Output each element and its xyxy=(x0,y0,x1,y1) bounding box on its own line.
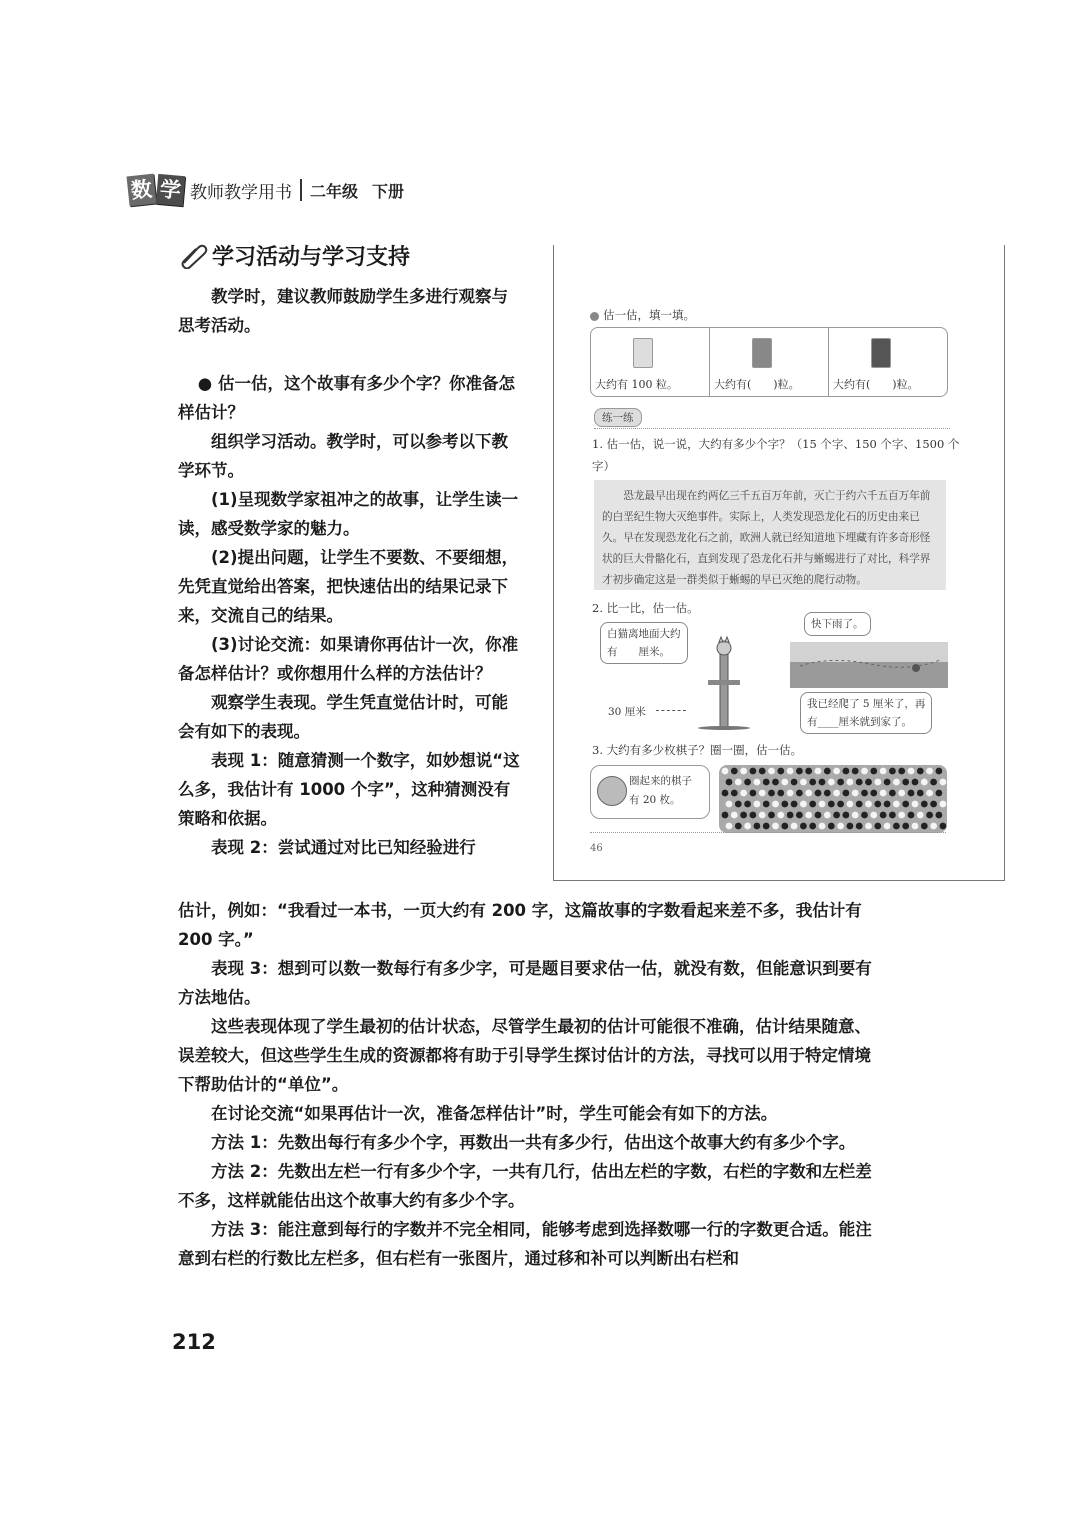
paperclip-icon xyxy=(178,243,208,269)
chess-piece-dot xyxy=(722,812,729,819)
chess-piece-dot xyxy=(930,823,937,830)
cup-label: 大约有( )粒。 xyxy=(833,378,919,391)
paragraph: (3)讨论交流：如果请你再估计一次，你准备怎样估计？或你想用什么样的方法估计？ xyxy=(178,635,519,683)
chess-piece-dot xyxy=(870,812,877,819)
chess-piece-dot xyxy=(809,801,816,808)
chess-piece-dot xyxy=(884,823,891,830)
child-avatar xyxy=(597,776,627,806)
cat-speech-bubble xyxy=(600,622,688,664)
cup-label: 大约有 100 粒。 xyxy=(595,378,678,391)
cups-row xyxy=(590,327,948,397)
chess-piece-dot xyxy=(837,801,844,808)
chess-piece-dot xyxy=(759,768,766,775)
chess-piece-dot xyxy=(926,790,933,797)
chess-piece-dot xyxy=(740,768,747,775)
question-1: 1. 估一估，说一说，大约有多少个字？（15 个字、150 个字、1500 个字） xyxy=(592,437,960,473)
chess-piece-dot xyxy=(926,768,933,775)
chess-piece-dot xyxy=(759,812,766,819)
chess-piece-dot xyxy=(912,801,919,808)
chess-piece-dot xyxy=(735,823,742,830)
chess-piece-dot xyxy=(796,768,803,775)
chess-piece-dot xyxy=(861,790,868,797)
chess-piece-dot xyxy=(843,812,850,819)
paragraph: 表现 1：随意猜测一个数字，如妙想说“这么多，我估计有 1000 个字”，这种猜测没有策略和依据。 xyxy=(178,751,520,828)
chess-piece-dot xyxy=(898,768,905,775)
question-paragraph: ● 估一估，这个故事有多少个字？你准备怎样估计？ xyxy=(178,374,515,422)
chess-piece-dot xyxy=(865,823,872,830)
chess-piece-dot xyxy=(847,801,854,808)
chess-piece-dot xyxy=(744,801,751,808)
chess-piece-dot xyxy=(847,779,854,786)
chess-piece-dot xyxy=(750,768,757,775)
chess-piece-dot xyxy=(731,812,738,819)
practice-divider xyxy=(594,408,950,429)
chess-piece-dot xyxy=(917,812,924,819)
chess-piece-dot xyxy=(735,779,742,786)
chess-piece-dot xyxy=(787,768,794,775)
chess-piece-dot xyxy=(805,790,812,797)
chess-piece-dot xyxy=(917,768,924,775)
chess-piece-dot xyxy=(908,812,915,819)
cup-cell xyxy=(710,328,829,396)
paragraph: 方法 1：先数出每行有多少个字，再数出一共有多少行，估出这个故事大约有多少个字。 xyxy=(211,1133,856,1152)
chess-piece-dot xyxy=(777,768,784,775)
chess-piece-dot xyxy=(889,790,896,797)
chess-piece-dot xyxy=(833,790,840,797)
chess-piece-dot xyxy=(744,823,751,830)
chess-piece-dot xyxy=(874,779,881,786)
chess-piece-dot xyxy=(940,801,947,808)
page-number: 212 xyxy=(172,1330,216,1354)
paragraph: 方法 3：能注意到每行的字数并不完全相同，能够考虑到选择数哪一行的字数更合适。能注意到右栏的行数比左栏多，但右栏有一张图片，通过移和补可以判断出右栏和 xyxy=(178,1220,872,1268)
chess-piece-dot xyxy=(847,823,854,830)
chess-piece-dot xyxy=(908,790,915,797)
chess-piece-dot xyxy=(833,768,840,775)
chess-piece-dot xyxy=(768,768,775,775)
chess-piece-dot xyxy=(800,801,807,808)
chess-piece-dot xyxy=(912,823,919,830)
chess-piece-dot xyxy=(898,812,905,819)
full-width-text xyxy=(178,896,886,1273)
inset-heading xyxy=(590,307,695,323)
kid-speech-box xyxy=(590,765,710,819)
chess-piece-dot xyxy=(726,801,733,808)
chess-piece-dot xyxy=(902,801,909,808)
chess-piece-dot xyxy=(740,790,747,797)
chess-piece-dot xyxy=(893,823,900,830)
chess-piece-dot xyxy=(852,812,859,819)
chess-piece-dot xyxy=(796,790,803,797)
chess-piece-dot xyxy=(884,801,891,808)
chess-piece-dot xyxy=(852,790,859,797)
chess-piece-dot xyxy=(893,801,900,808)
chess-piece-dot xyxy=(880,812,887,819)
chess-piece-dot xyxy=(874,823,881,830)
chess-piece-dot xyxy=(936,812,943,819)
chess-piece-dot xyxy=(865,801,872,808)
rain-speech-bubble: 快下雨了。 xyxy=(804,612,871,636)
jar-icon xyxy=(752,338,772,368)
paragraph: (2)提出问题，让学生不要数、不要细想，先凭直觉给出答案，把快速估出的结果记录下来，交流自己的结果。 xyxy=(178,548,519,625)
chess-piece-dot xyxy=(805,768,812,775)
book-title: 教师教学用书 xyxy=(190,182,292,203)
chess-piece-dot xyxy=(722,768,729,775)
chess-piece-dot xyxy=(726,823,733,830)
chess-piece-dot xyxy=(722,790,729,797)
jar-icon xyxy=(633,338,653,368)
chess-piece-dot xyxy=(731,768,738,775)
chess-piece-dot xyxy=(902,779,909,786)
chess-piece-dot xyxy=(735,801,742,808)
chess-piece-dot xyxy=(824,790,831,797)
chess-piece-dot xyxy=(772,823,779,830)
chess-piece-dot xyxy=(796,812,803,819)
inset-heading-text: 估一估，填一填。 xyxy=(603,308,695,322)
jar-icon xyxy=(871,338,891,368)
chess-piece-dot xyxy=(787,790,794,797)
chess-piece-dot xyxy=(902,823,909,830)
chess-piece-dot xyxy=(781,823,788,830)
chess-piece-dot xyxy=(750,790,757,797)
chess-piece-dot xyxy=(870,768,877,775)
chess-piece-dot xyxy=(856,779,863,786)
question-2: 2. 比一比，估一估。 xyxy=(592,601,699,615)
height-label: 30 厘米 xyxy=(608,706,646,718)
paragraph: 估计，例如：“我看过一本书，一页大约有 200 字，这篇故事的字数看起来差不多，我估计有 200 字。” xyxy=(178,901,862,949)
running-header xyxy=(128,172,404,208)
chess-piece-dot xyxy=(856,801,863,808)
chess-piece-dot xyxy=(754,823,761,830)
paragraph: 表现 3：想到可以数一数每行有多少字，可是题目要求估一估，就没有数，但能意识到要有方法地估。 xyxy=(178,959,872,1007)
kid-line: 圈起来的棋子 xyxy=(629,775,692,787)
chess-piece-dot xyxy=(772,801,779,808)
logo-char: 数 xyxy=(127,174,157,207)
chess-piece-dot xyxy=(930,779,937,786)
chess-piece-dot xyxy=(861,812,868,819)
chess-piece-dot xyxy=(828,801,835,808)
chess-piece-dot xyxy=(819,779,826,786)
chess-piece-dot xyxy=(768,812,775,819)
chess-piece-dot xyxy=(921,779,928,786)
chess-piece-dot xyxy=(865,779,872,786)
chess-piece-dot xyxy=(898,790,905,797)
bullet-icon xyxy=(590,312,599,321)
chess-piece-dot xyxy=(815,812,822,819)
chess-piece-dot xyxy=(884,779,891,786)
chess-piece-dot xyxy=(791,801,798,808)
chess-piece-dot xyxy=(893,779,900,786)
paragraph: 在讨论交流“如果再估计一次，准备怎样估计”时，学生可能会有如下的方法。 xyxy=(211,1104,778,1123)
chess-piece-dot xyxy=(763,779,770,786)
chess-piece-dot xyxy=(921,801,928,808)
chess-piece-dot xyxy=(731,790,738,797)
chess-piece-dot xyxy=(824,812,831,819)
chess-piece-dot xyxy=(870,790,877,797)
chess-piece-dot xyxy=(777,790,784,797)
paragraph: 观察学生表现。学生凭直觉估计时，可能会有如下的表现。 xyxy=(178,693,508,741)
question-3: 3. 大约有多少枚棋子？圈一圈，估一估。 xyxy=(592,743,803,757)
paragraph: 方法 2：先数出左栏一行有多少个字，一共有几行，估出左栏的字数，右栏的字数和左栏差不多，这样就能估出这个故事大约有多少个字。 xyxy=(178,1162,872,1210)
chess-piece-dot xyxy=(930,801,937,808)
chess-piece-dot xyxy=(800,823,807,830)
chess-piece-dot xyxy=(726,779,733,786)
header-divider xyxy=(300,179,302,201)
chess-piece-dot xyxy=(750,812,757,819)
inset-page-number: 46 xyxy=(590,843,603,854)
chess-piece-dot xyxy=(754,801,761,808)
chess-piece-dot xyxy=(781,779,788,786)
bubble-line: 有 厘米。 xyxy=(607,646,670,658)
chess-piece-dot xyxy=(936,790,943,797)
chess-piece-dot xyxy=(763,823,770,830)
paragraph: 教学时，建议教师鼓励学生多进行观察与思考活动。 xyxy=(178,287,508,335)
chess-piece-dot xyxy=(800,779,807,786)
chess-piece-dot xyxy=(926,812,933,819)
chess-piece-dot xyxy=(843,768,850,775)
chess-piece-dot xyxy=(874,801,881,808)
chess-piece-dot xyxy=(772,779,779,786)
cup-cell xyxy=(591,328,710,396)
chess-piece-dot xyxy=(837,779,844,786)
bubble-line: 我已经爬了 5 厘米了，再 xyxy=(807,698,926,710)
chess-piece-dot xyxy=(843,790,850,797)
chess-piece-dot xyxy=(791,823,798,830)
chess-piece-dot xyxy=(744,779,751,786)
chess-piece-dot xyxy=(815,768,822,775)
left-column xyxy=(178,282,523,862)
chess-piece-dot xyxy=(740,812,747,819)
paragraph: 这些表现体现了学生最初的估计状态，尽管学生最初的估计可能很不准确，估计结果随意、误差较大，但这些学生生成的资源都将有助于引导学生探讨估计的方法，寻找可以用于特定情境下帮助估计的“单位”。 xyxy=(178,1017,871,1094)
chess-piece-dot xyxy=(889,768,896,775)
paragraph: (1)呈现数学家祖冲之的故事，让学生读一读，感受数学家的魅力。 xyxy=(178,490,519,538)
chess-piece-dot xyxy=(809,823,816,830)
chess-piece-dot xyxy=(759,790,766,797)
paragraph: 表现 2：尝试通过对比已知经验进行 xyxy=(211,838,476,857)
book-logo xyxy=(128,175,184,205)
paragraph: 组织学习活动。教学时，可以参考以下教学环节。 xyxy=(178,432,508,480)
cup-cell xyxy=(829,328,947,396)
chess-piece-dot xyxy=(781,801,788,808)
chess-piece-dot xyxy=(819,823,826,830)
chess-piece-dot xyxy=(763,801,770,808)
chess-piece-dot xyxy=(921,823,928,830)
chess-piece-dot xyxy=(889,812,896,819)
chess-pieces-graphic xyxy=(719,765,947,833)
section-title xyxy=(178,240,410,271)
chess-piece-dot xyxy=(940,823,947,830)
chess-piece-dot xyxy=(754,779,761,786)
chess-piece-dot xyxy=(936,768,943,775)
chess-piece-dot xyxy=(880,768,887,775)
chess-piece-dot xyxy=(828,779,835,786)
chess-piece-dot xyxy=(861,768,868,775)
chess-piece-dot xyxy=(828,823,835,830)
chess-piece-dot xyxy=(940,779,947,786)
chess-piece-dot xyxy=(809,779,816,786)
measure-line xyxy=(656,710,686,711)
volume: 下册 xyxy=(372,181,405,201)
chess-piece-dot xyxy=(837,823,844,830)
chess-piece-dot xyxy=(908,768,915,775)
pole-with-cat-icon xyxy=(694,634,754,730)
bubble-line: 有____厘米就到家了。 xyxy=(807,716,912,728)
cup-label: 大约有( )粒。 xyxy=(714,378,800,391)
kid-speech xyxy=(629,772,692,810)
chess-piece-dot xyxy=(805,812,812,819)
chess-piece-dot xyxy=(856,823,863,830)
chess-piece-dot xyxy=(833,812,840,819)
chess-piece-dot xyxy=(852,768,859,775)
chess-piece-dot xyxy=(819,801,826,808)
chess-piece-dot xyxy=(815,790,822,797)
chess-piece-dot xyxy=(787,812,794,819)
chess-piece-dot xyxy=(824,768,831,775)
chess-piece-dot xyxy=(777,812,784,819)
chess-piece-dot xyxy=(880,790,887,797)
chess-piece-dot xyxy=(912,779,919,786)
chess-pieces-field xyxy=(719,765,947,833)
compare-scene xyxy=(594,620,949,730)
inset-footer-line xyxy=(590,832,946,833)
story-box xyxy=(594,480,946,590)
chess-piece-dot xyxy=(768,790,775,797)
bubble-line: 白猫离地面大约 xyxy=(607,628,681,640)
grade: 二年级 xyxy=(310,181,359,201)
section-title-text: 学习活动与学习支持 xyxy=(212,245,411,270)
practice-tag: 练一练 xyxy=(594,408,642,427)
grass-field-icon xyxy=(790,642,948,688)
chess-piece-dot xyxy=(917,790,924,797)
story-text: 恐龙最早出现在约两亿三千五百万年前，灭亡于约六千五百万年前的白垩纪生物大灭绝事件。实际上，人类发现恐龙化石的历史由来已久。早在发现恐龙化石之前，欧洲人就已经知道地下埋藏有许多奇形怪状的巨大骨骼化石，直到发现了恐龙化石并与蜥蜴进行了对比，科学界才初步确定这是一群类似于蜥蜴的早已灭绝的爬行动物。 xyxy=(602,490,931,586)
snail-speech-bubble xyxy=(800,692,932,734)
logo-char: 学 xyxy=(156,174,186,206)
chess-piece-dot xyxy=(791,779,798,786)
kid-line: 有 20 枚。 xyxy=(629,794,681,806)
textbook-page-inset xyxy=(553,245,1005,881)
